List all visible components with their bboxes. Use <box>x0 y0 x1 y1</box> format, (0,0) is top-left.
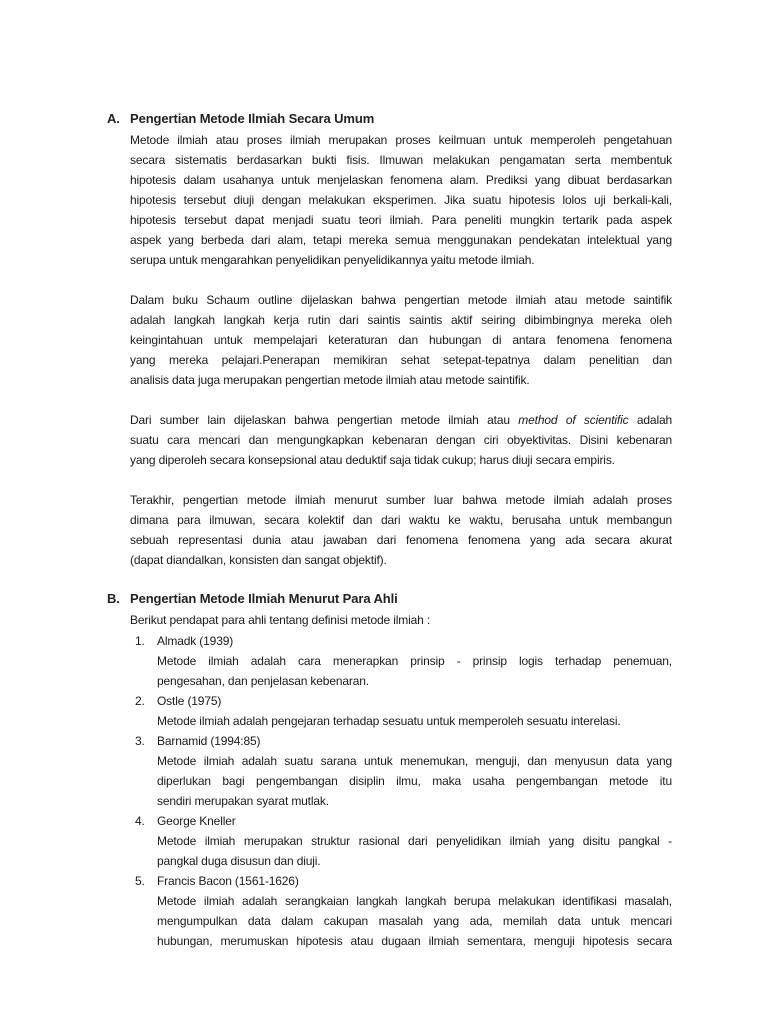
section-b-intro: Berikut pendapat para ahli tentang definisi metode ilmiah : <box>130 613 431 627</box>
list-item-number: 3. <box>135 734 145 748</box>
list-item-text: hubungan, merumuskan hipotesis atau dugaan ilmiah sementara, menguji hipotesis secara <box>157 934 672 948</box>
section-a-heading: Pengertian Metode Ilmiah Secara Umum <box>130 111 375 126</box>
list-item-number: 1. <box>135 634 145 648</box>
list-item-number: 4. <box>135 814 145 828</box>
paragraph-line <box>130 412 672 428</box>
paragraph-line: sebuah representasi dunia atau jawaban dari fenomena fenomena yang ada secara akurat <box>130 533 672 547</box>
list-item-text: diperlukan bagi pengembangan disiplin ilmu, maka usaha pengembangan metode itu <box>157 774 672 788</box>
paragraph-line: secara sistematis berdasarkan bukti fisis. Ilmuwan melakukan pengamatan serta membentuk <box>130 153 672 167</box>
paragraph-line: yang diperoleh secara konsepsional atau deduktif saja tidak cukup; harus diuji secara empiris. <box>130 453 615 467</box>
list-item-text: sendiri merupakan syarat mutlak. <box>157 794 329 808</box>
list-item-text: Metode ilmiah adalah cara menerapkan prinsip - prinsip logis terhadap penemuan, <box>157 654 672 668</box>
list-item-text: Metode ilmiah adalah serangkaian langkah langkah berupa melakukan identifikasi masalah, <box>157 894 672 908</box>
list-item-number: 5. <box>135 874 145 888</box>
text-segment: adalah <box>636 413 672 427</box>
list-item-name: Barnamid (1994:85) <box>157 734 261 748</box>
list-item-text: Metode ilmiah adalah suatu sarana untuk menemukan, menguji, dan menyusun data yang <box>157 754 672 768</box>
list-item-name: Almadk (1939) <box>157 634 234 648</box>
list-item-text: pengesahan, dan penjelasan kebenaran. <box>157 674 369 688</box>
paragraph-line: (dapat diandalkan, konsisten dan sangat objektif). <box>130 553 387 567</box>
paragraph-line: hipotesis tersebut diuji dengan melakukan eksperimen. Jika suatu hipotesis lolos uji berkali-kali, <box>130 193 672 207</box>
paragraph-line: adalah langkah langkah kerja rutin dari saintis saintis aktif seiring dibimbingnya mereka oleh <box>130 313 672 327</box>
paragraph-line: suatu cara mencari dan mengungkapkan kebenaran dengan ciri obyektivitas. Disini kebenaran <box>130 433 672 447</box>
list-item-text: Metode ilmiah adalah pengejaran terhadap sesuatu untuk memperoleh sesuatu interelasi. <box>157 714 621 728</box>
paragraph-line: Dalam buku Schaum outline dijelaskan bahwa pengertian metode ilmiah atau metode saintifik <box>130 293 672 307</box>
list-item-name: George Kneller <box>157 814 236 828</box>
list-item-name: Francis Bacon (1561-1626) <box>157 874 299 888</box>
paragraph-line: hipotesis dalam usahanya untuk menjelaskan fenomena alam. Prediksi yang dibuat berdasarkan <box>130 173 672 187</box>
paragraph-line: dimana para ilmuwan, secara kolektif dan dari waktu ke waktu, berusaha untuk membangun <box>130 513 672 527</box>
italic-term: method of scientific <box>518 413 629 427</box>
section-b-label: B. <box>107 591 120 606</box>
paragraph-line: Metode ilmiah atau proses ilmiah merupakan proses keilmuan untuk memperoleh pengetahuan <box>130 133 672 147</box>
paragraph-line: keingintahuan untuk mempelajari keteraturan dan hubungan di antara fenomena fenomena <box>130 333 672 347</box>
section-b-heading: Pengertian Metode Ilmiah Menurut Para Ahli <box>130 591 398 606</box>
paragraph-line: hipotesis tersebut dapat menjadi suatu teori ilmiah. Para peneliti mungkin tertarik pada aspek <box>130 213 672 227</box>
section-a-label: A. <box>107 111 120 126</box>
paragraph-line: yang mereka pelajari.Penerapan memikiran sehat setepat-tepatnya dalam penelitian dan <box>130 353 672 367</box>
paragraph-line: Terakhir, pengertian metode ilmiah menurut sumber luar bahwa metode ilmiah adalah proses <box>130 493 672 507</box>
paragraph-line: serupa untuk mengarahkan penyelidikan penyelidikannya yaitu metode ilmiah. <box>130 253 535 267</box>
text-segment: Dari sumber lain dijelaskan bahwa pengertian metode ilmiah atau <box>130 413 519 427</box>
list-item-number: 2. <box>135 694 145 708</box>
list-item-name: Ostle (1975) <box>157 694 222 708</box>
list-item-text: mengumpulkan data dalam cakupan masalah yang ada, memilah data untuk mencari <box>157 914 672 928</box>
paragraph-line: analisis data juga merupakan pengertian metode ilmiah atau metode saintifik. <box>130 373 530 387</box>
list-item-text: Metode ilmiah merupakan struktur rasional dari penyelidikan ilmiah yang disitu pangkal - <box>157 834 672 848</box>
paragraph-line: aspek yang berbeda dari alam, tetapi mereka semua menggunakan pendekatan intelektual yang <box>130 233 672 247</box>
list-item-text: pangkal duga disusun dan diuji. <box>157 854 321 868</box>
